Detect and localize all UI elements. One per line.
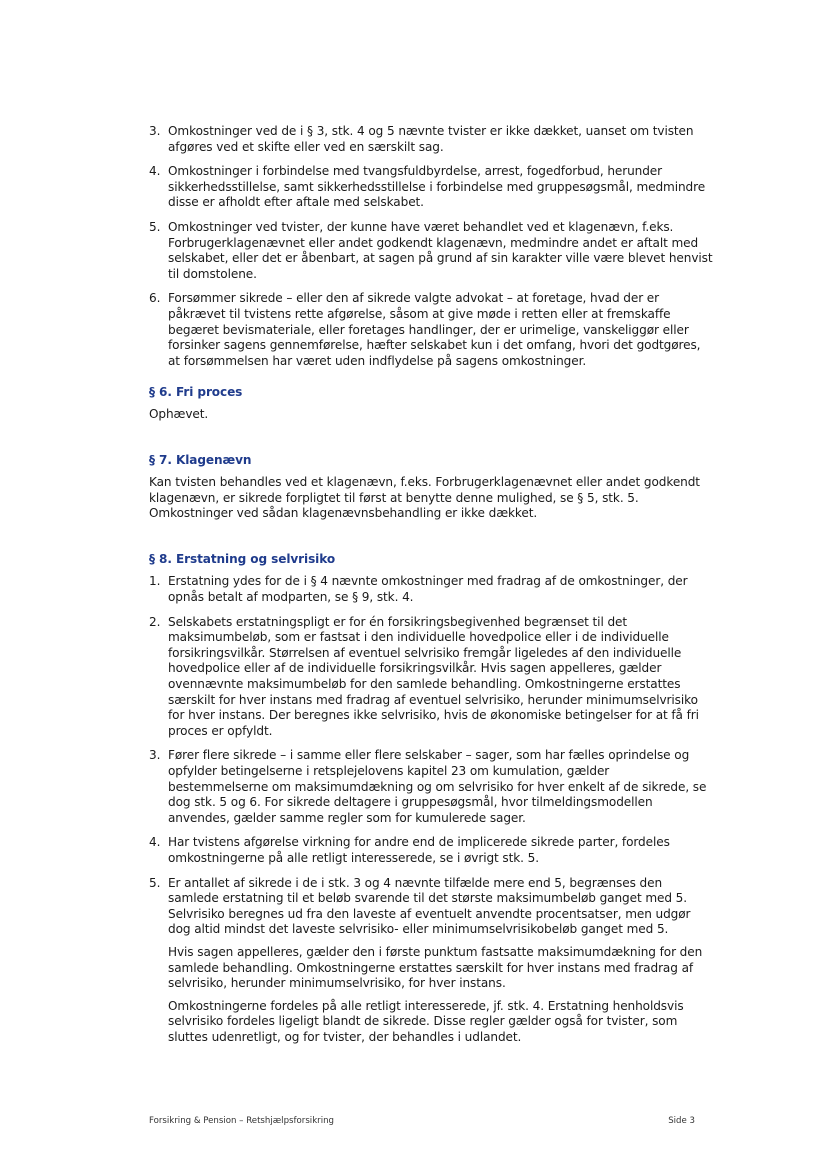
list-item-text: Hvis sagen appelleres, gælder den i første punktum fastsatte maksimumdækning for den samlede behandling. Omkostningerne erstattes særskilt for hver instans med fradrag af selvrisiko, herunder minimumselvrisiko, for hver instans. xyxy=(168,944,703,991)
section6-text: Ophævet. xyxy=(149,406,209,421)
section8-list xyxy=(149,574,713,1045)
list-item-text: Omkostningerne fordeles på alle retligt interesserede, jf. stk. 4. Erstatning henholdsvis selvrisiko fordeles ligeligt blandt de sikrede. Disse regler gælder også for tvister, som sluttes udenretligt, og for tvister, der behandles i udlandet. xyxy=(168,998,684,1044)
section6 xyxy=(149,385,713,422)
list-item-number: 3. xyxy=(149,748,161,763)
list-item-text: Forsømmer sikrede – eller den af sikrede valgte advokat – at foretage, hvad der er påkrævet til tvistens rette afgørelse, såsom at give møde i retten eller at fremskaffe begæret bevismateriale, eller foretages handlinger, der er urimelige, vanskeliggør eller forsinker sagens gennemførelse, hæfter selskabet kun i det omfang, hvori det godtgøres, at forsømmelsen har været uden indflydelse på sagens omkostninger. xyxy=(168,291,701,368)
list-item-number: 5. xyxy=(149,219,161,234)
list-item-text: Omkostninger ved de i § 3, stk. 4 og 5 nævnte tvister er ikke dækket, uanset om tvisten afgøres ved et skifte eller ved en særskilt sag. xyxy=(168,124,694,154)
page-number: Side 3 xyxy=(668,1116,695,1126)
list-item-text: Fører flere sikrede – i samme eller flere selskaber – sager, som har fælles oprindelse og opfylder betingelserne i retsplejelovens kapitel 23 om kumulation, gælder bestemmelserne om maksimumdækning og om selvrisiko for hver enkelt af de sikrede, se dog stk. 5 og 6. For sikrede deltagere i gruppesøgsmål, hvor tilmeldingsmodellen anvendes, gælder samme regler som for kumulerede sager. xyxy=(168,748,707,825)
section6-heading: § 6. Fri proces xyxy=(149,385,243,400)
list-item-text: Er antallet af sikrede i de i stk. 3 og 4 nævnte tilfælde mere end 5, begrænses den samlede erstatning til et beløb svarende til det største maksimumbeløb ganget med 5. Selvrisiko beregnes ud fra den laveste af eventuelt anvendte procentsatser, men udgør dog altid mindst det laveste selvrisiko- eller minimumselvrisikobeløb ganget med 5. xyxy=(168,875,691,937)
footer-title: Forsikring & Pension – Retshjælpsforsikring xyxy=(149,1116,334,1126)
section8 xyxy=(149,552,713,1046)
section7 xyxy=(149,453,713,522)
list-item-number: 4. xyxy=(149,164,161,179)
list-item-number: 5. xyxy=(149,875,161,890)
list-item-text: Omkostninger ved tvister, der kunne have været behandlet ved et klagenævn, f.eks. Forbrugerklagenævnet eller andet godkendt klagenævn, medmindre andet er aftalt med selskabet, eller det er åbenbart, at sagen på grund af sin karakter ville være blevet henvist til domstolene. xyxy=(168,219,713,281)
section7-heading: § 7. Klagenævn xyxy=(149,452,252,467)
list-item-number: 4. xyxy=(149,835,161,850)
section8-heading: § 8. Erstatning og selvrisiko xyxy=(149,551,336,566)
list-item-text: Omkostninger i forbindelse med tvangsfuldbyrdelse, arrest, fogedforbud, herunder sikkerhedsstillelse, samt sikkerhedsstillelse i forbindelse med gruppesøgsmål, medmindre disse er afholdt efter aftale med selskabet. xyxy=(168,164,706,210)
list-item xyxy=(149,748,713,826)
section7-text: Kan tvisten behandles ved et klagenævn, f.eks. Forbrugerklagenævnet eller andet godkendt klagenævn, er sikrede forpligtet til først at benytte denne mulighed, se § 5, stk. 5. Omkostninger ved sådan klagenævnsbehandling er ikke dækket. xyxy=(149,475,700,521)
list-item-text: Erstatning ydes for de i § 4 nævnte omkostninger med fradrag af de omkostninger, der opnås betalt af modparten, se § 9, stk. 4. xyxy=(168,574,688,605)
list-item-number: 2. xyxy=(149,614,161,629)
page-footer xyxy=(149,1116,695,1126)
list-item-text: Har tvistens afgørelse virkning for andre end de implicerede sikrede parter, fordeles omkostningerne på alle retligt interesserede, se i øvrigt stk. 5. xyxy=(168,835,670,865)
document-body xyxy=(149,124,713,1055)
list-item xyxy=(149,164,713,211)
list-item xyxy=(149,220,713,282)
list-item-text: Selskabets erstatningspligt er for én forsikringsbegivenhed begrænset til det maksimumbeløb, som er fastsat i den individuelle hovedpolice eller i de individuelle forsikringsvilkår. Størrelsen af eventuel selvrisiko fremgår ligeledes af den individuelle hovedpolice eller af de individuelle forsikringsvilkår. Hvis sagen appelleres, gælder ovennævnte maksimumbeløb for den samlede behandling. Omkostningerne erstattes særskilt for hver instans med fradrag af eventuel selvrisiko, herunder minimumselvrisiko for hver instans. Der beregnes ikke selvrisiko, hvis de økonomiske betingelser for at få fri proces er opfyldt. xyxy=(168,614,699,738)
list-item xyxy=(149,615,713,740)
list-item xyxy=(149,835,713,866)
list-item xyxy=(149,124,713,155)
list-item-number: 3. xyxy=(149,124,161,138)
list-item xyxy=(149,574,713,605)
section5-list xyxy=(149,124,713,369)
list-item xyxy=(149,291,713,369)
list-item-number: 6. xyxy=(149,291,161,306)
list-item xyxy=(149,876,713,1046)
list-item-number: 1. xyxy=(149,574,161,589)
